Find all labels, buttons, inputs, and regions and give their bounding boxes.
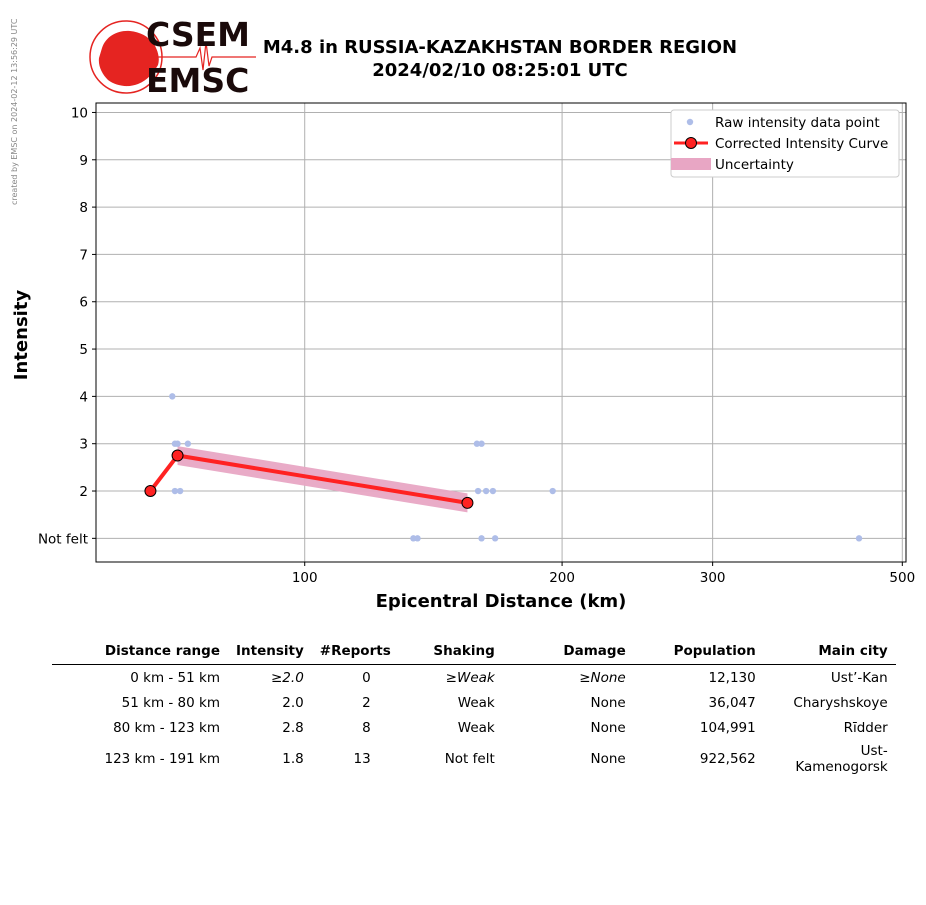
cell-shaking: ≥Weak	[445, 669, 495, 686]
header-damage: Damage	[503, 640, 634, 665]
cell-distance: 51 km - 80 km	[121, 694, 220, 711]
header-reports: #Reports	[312, 640, 399, 665]
cell-damage: None	[590, 719, 626, 736]
raw-data-point	[483, 488, 489, 494]
table-row	[52, 690, 896, 715]
legend-raw-marker	[687, 119, 693, 125]
y-tick-label: 3	[79, 436, 88, 453]
y-tick-label: 2	[79, 484, 88, 501]
cell-distance: 123 km - 191 km	[104, 751, 220, 767]
raw-data-point	[478, 441, 484, 447]
legend	[671, 110, 899, 177]
logo-top-text: CSEM	[146, 18, 250, 54]
table-row	[52, 665, 896, 691]
x-axis-label: Epicentral Distance (km)	[375, 591, 627, 612]
y-tick-label: 7	[79, 247, 88, 264]
curve-marker	[145, 486, 156, 497]
logo-bottom-text: EMSC	[146, 61, 250, 98]
cell-shaking: Weak	[457, 694, 495, 711]
raw-data-point	[177, 488, 183, 494]
raw-data-point	[478, 535, 484, 541]
cell-distance: 80 km - 123 km	[113, 719, 220, 736]
table-row	[52, 740, 896, 778]
ticks-layer	[38, 105, 915, 586]
legend-uncertainty-swatch	[671, 158, 711, 170]
table-header-row	[52, 640, 896, 665]
cell-intensity: 2.0	[282, 694, 304, 711]
raw-data-point	[856, 535, 862, 541]
legend-uncertainty-label: Uncertainty	[715, 157, 794, 173]
cell-main-city: Ust-Kamenogorsk	[795, 743, 888, 775]
raw-data-point	[490, 488, 496, 494]
chart-title-line2: 2024/02/10 08:25:01 UTC	[372, 60, 628, 81]
raw-data-point	[475, 488, 481, 494]
header-distance-range: Distance range	[52, 640, 228, 665]
raw-data-point	[185, 441, 191, 447]
header-shaking: Shaking	[399, 640, 503, 665]
cell-reports: 2	[362, 694, 371, 711]
creation-note: created by EMSC on 2024-02-12 13:56:29 UTC	[10, 18, 19, 205]
cell-intensity: 1.8	[282, 751, 304, 767]
legend-raw-label: Raw intensity data point	[715, 115, 880, 131]
table-row	[52, 715, 896, 740]
y-axis-label: Intensity	[11, 289, 32, 381]
cell-shaking: Weak	[457, 719, 495, 736]
cell-population: 104,991	[699, 719, 756, 736]
cell-distance: 0 km - 51 km	[130, 669, 220, 686]
intensity-summary-table	[52, 640, 896, 778]
y-tick-label: 5	[79, 342, 88, 359]
cell-intensity: ≥2.0	[271, 669, 304, 686]
y-tick-label: 8	[79, 200, 88, 217]
cell-population: 12,130	[708, 669, 756, 686]
y-tick-label: 10	[70, 105, 88, 122]
cell-reports: 0	[362, 669, 371, 686]
cell-damage: ≥None	[579, 669, 626, 686]
cell-main-city: Charyshskoye	[793, 694, 888, 711]
cell-shaking: Not felt	[444, 751, 495, 767]
legend-curve-marker	[686, 138, 697, 149]
chart-title-line1: M4.8 in RUSSIA-KAZAKHSTAN BORDER REGION	[262, 37, 738, 58]
header-population: Population	[634, 640, 764, 665]
cell-reports: 8	[362, 719, 371, 736]
curve-marker	[462, 497, 473, 508]
raw-data-point	[174, 441, 180, 447]
legend-curve-label: Corrected Intensity Curve	[715, 136, 889, 152]
cell-intensity: 2.8	[282, 719, 304, 736]
y-tick-label: 4	[79, 389, 88, 406]
cell-population: 922,562	[699, 751, 756, 767]
header-main-city: Main city	[764, 640, 896, 665]
cell-damage: None	[590, 751, 626, 767]
cell-main-city: Ust’-Kan	[830, 669, 888, 686]
x-tick-label: 500	[889, 570, 916, 586]
raw-data-point	[414, 535, 420, 541]
raw-data-point	[549, 488, 555, 494]
cell-reports: 13	[353, 751, 371, 767]
y-tick-label: 6	[79, 294, 88, 311]
curve-marker	[172, 450, 183, 461]
cell-population: 36,047	[708, 694, 756, 711]
cell-damage: None	[590, 694, 626, 711]
x-tick-label: 100	[291, 570, 318, 586]
cell-main-city: Rīdder	[843, 719, 888, 736]
y-tick-label: 9	[79, 152, 88, 169]
x-tick-label: 300	[699, 570, 726, 586]
raw-data-point	[492, 535, 498, 541]
raw-data-point	[169, 393, 175, 399]
header-intensity: Intensity	[228, 640, 312, 665]
x-tick-label: 200	[549, 570, 575, 586]
y-tick-label: Not felt	[37, 531, 88, 548]
